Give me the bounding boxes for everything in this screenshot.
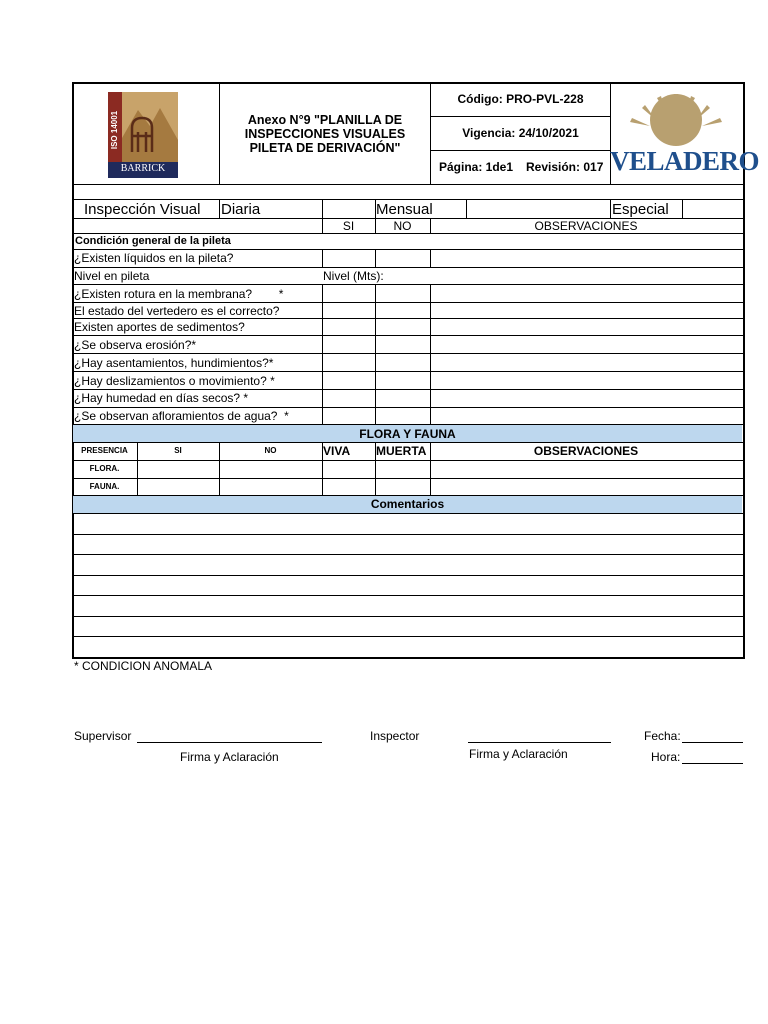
veladero-logo-text: VELADERO [610,146,760,176]
inspector-label: Inspector [370,729,420,743]
presencia-si-header: SI [174,446,182,455]
flora-fauna-title: FLORA Y FAUNA [359,427,456,441]
veladero-logo [610,88,760,182]
especial-option[interactable]: Especial [612,201,669,218]
col-no-header: NO [393,219,412,233]
presencia-header: PRESENCIA [81,446,128,455]
item-row: ¿Hay humedad en días secos? * [74,391,249,405]
item-row: ¿Se observa erosión?* [74,338,197,352]
hora-line[interactable] [682,763,743,764]
flora-row-label: FLORA. [89,464,120,473]
col-si-header: SI [342,219,355,233]
fecha-line[interactable] [682,742,743,743]
fecha-label: Fecha: [644,729,681,743]
viva-header: VIVA [323,444,351,458]
vigencia-text: Vigencia: 24/10/2021 [462,126,579,140]
supervisor-firma-label: Firma y Aclaración [180,750,279,764]
codigo-text: Código: PRO-PVL-228 [457,92,584,106]
nivel-mts-label: Nivel (Mts): [323,269,384,283]
col-observaciones-header: OBSERVACIONES [534,219,638,233]
fauna-row-label: FAUNA. [89,482,120,491]
section-title: Condición general de la pileta [75,235,231,247]
item-row: ¿Existen líquidos en la pileta? [74,251,234,265]
item-row: ¿Se observan afloramientos de agua? * [74,409,289,423]
supervisor-signature-line[interactable] [137,742,322,743]
comentarios-title: Comentarios [370,497,445,511]
item-row: ¿Existen rotura en la membrana? * [74,287,284,301]
hora-label: Hora: [651,750,681,764]
inspeccion-visual-label: Inspección Visual [84,201,201,218]
flora-observaciones-header: OBSERVACIONES [533,444,639,458]
item-row: Nivel en pileta [74,269,150,283]
item-row: ¿Hay deslizamientos o movimiento? * [74,374,275,388]
inspector-firma-label: Firma y Aclaración [469,747,568,761]
presencia-no-header: NO [264,446,277,455]
item-row: El estado del vertedero es el correcto? [74,304,280,318]
item-row: ¿Hay asentamientos, hundimientos?* [74,356,274,370]
inspector-signature-line[interactable] [468,742,611,743]
iso-logo-text: ISO 14001 [110,110,119,150]
pagina-text: Página: 1de1 [439,160,514,174]
form-title: Anexo N°9 "PLANILLA DE INSPECCIONES VISUALES PILETA DE DERIVACIÓN" [244,113,406,155]
revision-text: Revisión: 017 [526,160,604,174]
mensual-option[interactable]: Mensual [376,201,433,218]
supervisor-label: Supervisor [74,729,132,743]
barrick-iso-logo [108,92,178,178]
diaria-option[interactable]: Diaria [221,201,261,218]
item-row: Existen aportes de sedimentos? [74,320,245,334]
muerta-header: MUERTA [376,444,427,458]
footnote: * CONDICION ANOMALA [74,659,213,673]
barrick-logo-text: BARRICK [120,163,166,174]
